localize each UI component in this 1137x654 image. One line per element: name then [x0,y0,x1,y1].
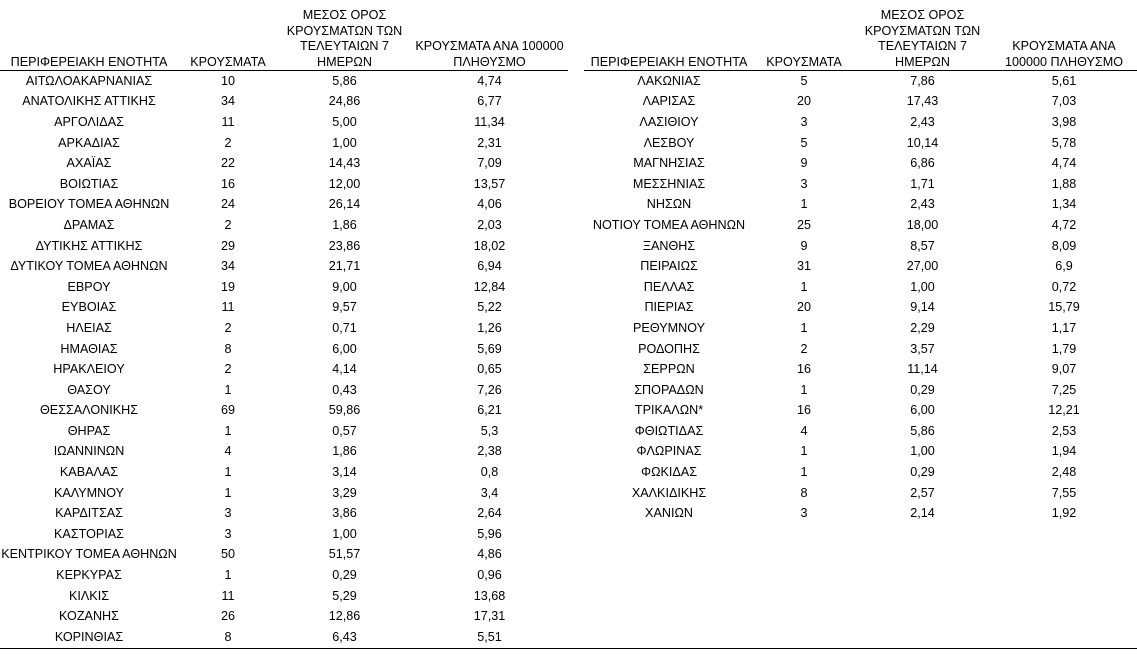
avg-7-days-cell: 0,29 [910,382,935,397]
avg-7-days-cell: 3,29 [332,485,357,500]
region-cell: ΑΝΑΤΟΛΙΚΗΣ ΑΤΤΙΚΗΣ [22,94,156,109]
avg-7-days-cell: 6,86 [910,156,935,171]
avg-7-days-cell: 2,14 [910,506,935,521]
table-row [584,462,1137,483]
region-cell: ΚΑΡΔΙΤΣΑΣ [55,506,123,521]
cases-cell: 3 [800,176,808,191]
cases-cell: 29 [220,238,235,253]
region-cell: ΚΑΒΑΛΑΣ [59,465,119,480]
region-cell: ΑΧΑΪΑΣ [66,156,112,171]
header-cases: ΚΡΟΥΣΜΑΤΑ [178,0,278,71]
region-cell: ΗΛΕΙΑΣ [66,320,112,335]
avg-7-days-cell: 8,57 [910,238,935,253]
table-row [584,235,1137,256]
cases-cell: 1 [224,485,232,500]
per-100k-cell: 4,74 [477,74,502,89]
avg-7-days-cell: 0,29 [910,465,935,480]
cases-cell: 11 [221,300,235,315]
per-100k-cell: 2,31 [477,135,502,150]
avg-7-days-cell: 51,57 [328,547,361,562]
avg-7-days-cell: 0,71 [332,320,357,335]
region-cell: ΛΑΚΩΝΙΑΣ [637,74,701,89]
avg-7-days-cell: 1,86 [332,217,357,232]
table-row [0,112,568,133]
table-row [0,318,568,339]
table-row [0,503,568,524]
avg-7-days-cell: 2,43 [910,114,935,129]
cases-cell: 22 [220,156,235,171]
region-cell: ΜΕΣΣΗΝΙΑΣ [632,176,706,191]
table-row [0,482,568,503]
table-row [584,318,1137,339]
region-cell: ΤΡΙΚΑΛΩΝ* [634,403,704,418]
table-row [584,359,1137,380]
table-row [584,215,1137,236]
region-cell: ΠΕΙΡΑΙΩΣ [640,259,698,274]
cases-table-left [0,0,568,647]
table-row [0,462,568,483]
avg-7-days-cell: 4,14 [332,362,357,377]
table-row [0,441,568,462]
region-cell: ΧΑΛΚΙΔΙΚΗΣ [631,485,707,500]
per-100k-cell: 6,77 [477,94,502,109]
avg-7-days-cell: 5,29 [332,588,357,603]
table-row [584,297,1137,318]
per-100k-cell: 7,26 [477,382,502,397]
per-100k-cell: 1,26 [477,320,502,335]
table-row [0,359,568,380]
header-region: ΠΕΡΙΦΕΡΕΙΑΚΗ ΕΝΟΤΗΤΑ [0,0,178,71]
header-per-100k: ΚΡΟΥΣΜΑΤΑ ΑΝΑ 100000 ΠΛΗΘΥΣΜΟ [411,0,568,71]
cases-cell: 2 [224,320,232,335]
per-100k-cell: 1,94 [1051,444,1077,459]
cases-cell: 1 [224,423,232,438]
per-100k-cell: 18,02 [473,238,506,253]
cases-cell: 16 [796,362,811,377]
cases-cell: 11 [221,588,235,603]
per-100k-cell: 5,96 [477,526,502,541]
avg-7-days-cell: 1,00 [332,526,357,541]
region-cell: ΘΑΣΟΥ [67,382,111,397]
avg-7-days-cell: 1,00 [910,279,935,294]
region-cell: ΔΥΤΙΚΟΥ ΤΟΜΕΑ ΑΘΗΝΩΝ [10,259,168,274]
per-100k-cell: 5,51 [477,629,502,644]
region-cell: ΚΑΛΥΜΝΟΥ [53,485,125,500]
region-cell: ΚΟΖΑΝΗΣ [59,609,119,624]
per-100k-cell: 15,79 [1048,300,1080,315]
table-row [0,153,568,174]
region-cell: ΣΠΟΡΑΔΩΝ [634,382,704,397]
avg-7-days-cell: 6,00 [910,403,935,418]
per-100k-cell: 11,34 [474,114,505,129]
table-row [0,71,568,92]
per-100k-cell: 2,53 [1051,423,1077,438]
table-row [0,565,568,586]
avg-7-days-cell: 0,43 [332,382,357,397]
per-100k-cell: 1,92 [1051,506,1077,521]
cases-cell: 2 [224,217,232,232]
cases-cell: 4 [224,444,232,459]
per-100k-cell: 5,61 [1051,74,1077,89]
table-row [0,276,568,297]
avg-7-days-cell: 6,43 [332,629,357,644]
cases-cell: 10 [220,74,235,89]
avg-7-days-cell: 3,57 [910,341,935,356]
cases-cell: 25 [796,217,811,232]
avg-7-days-cell: 12,86 [328,609,361,624]
cases-cell: 34 [220,94,235,109]
avg-7-days-cell: 2,43 [910,197,935,212]
avg-7-days-cell: 0,57 [332,423,357,438]
per-100k-cell: 6,94 [477,259,502,274]
avg-7-days-cell: 9,00 [332,279,357,294]
avg-7-days-cell: 27,00 [906,259,939,274]
cases-cell: 31 [796,259,811,274]
per-100k-cell: 2,03 [477,217,502,232]
cases-table-right [584,0,1137,524]
avg-7-days-cell: 2,57 [910,485,935,500]
region-cell: ΚΙΛΚΙΣ [69,588,109,603]
per-100k-cell: 7,09 [477,156,502,171]
avg-7-days-cell: 1,86 [332,444,357,459]
cases-cell: 1 [800,444,808,459]
avg-7-days-cell: 23,86 [328,238,361,253]
region-cell: ΡΟΔΟΠΗΣ [638,341,700,356]
bottom-border [0,648,1137,649]
cases-cell: 1 [800,320,808,335]
cases-cell: 1 [800,382,808,397]
cases-cell: 8 [800,485,808,500]
per-100k-cell: 12,84 [473,279,506,294]
avg-7-days-cell: 7,86 [910,74,935,89]
avg-7-days-cell: 0,29 [332,568,357,583]
table-row [0,132,568,153]
table-row [584,421,1137,442]
cases-cell: 50 [220,547,235,562]
header-avg-7-days: ΜΕΣΟΣ ΟΡΟΣ ΚΡΟΥΣΜΑΤΩΝ ΤΩΝ ΤΕΛΕΥΤΑΙΩΝ 7 ΗΜΕΡΩΝ [278,0,411,71]
table-row [584,256,1137,277]
avg-7-days-cell: 1,00 [332,135,357,150]
cases-cell: 69 [220,403,235,418]
region-cell: ΙΩΑΝΝΙΝΩΝ [53,444,125,459]
table-row [584,194,1137,215]
cases-cell: 16 [796,403,811,418]
cases-cell: 1 [800,465,808,480]
region-cell: ΜΑΓΝΗΣΙΑΣ [633,156,705,171]
region-cell: ΔΡΑΜΑΣ [63,217,115,232]
region-cell: ΕΒΡΟΥ [67,279,111,294]
region-cell: ΣΕΡΡΩΝ [643,362,695,377]
per-100k-cell: 17,31 [473,609,506,624]
table-row [584,276,1137,297]
avg-7-days-cell: 1,00 [910,444,935,459]
table-row [584,503,1137,524]
avg-7-days-cell: 14,43 [328,156,361,171]
table-row [0,338,568,359]
table-row [584,173,1137,194]
avg-7-days-cell: 5,86 [910,423,935,438]
avg-7-days-cell: 9,57 [332,300,357,315]
region-cell: ΛΑΣΙΘΙΟΥ [639,114,699,129]
avg-7-days-cell: 3,14 [332,465,357,480]
table-row [584,71,1137,92]
cases-cell: 20 [796,94,811,109]
per-100k-cell: 5,78 [1051,135,1077,150]
per-100k-cell: 1,17 [1051,320,1077,335]
per-100k-cell: 7,03 [1051,94,1077,109]
cases-cell: 1 [800,197,808,212]
table-row [0,421,568,442]
header-per-100k: ΚΡΟΥΣΜΑΤΑ ΑΝΑ 100000 ΠΛΗΘΥΣΜΟ [991,0,1137,71]
region-cell: ΚΟΡΙΝΘΙΑΣ [54,629,124,644]
region-cell: ΗΡΑΚΛΕΙΟΥ [53,362,125,377]
avg-7-days-cell: 6,00 [332,341,357,356]
region-cell: ΚΕΡΚΥΡΑΣ [56,568,122,583]
cases-cell: 20 [796,300,811,315]
table-row [584,132,1137,153]
per-100k-cell: 0,96 [477,568,502,583]
region-cell: ΘΗΡΑΣ [67,423,111,438]
cases-cell: 26 [220,609,235,624]
region-cell: ΕΥΒΟΙΑΣ [61,300,117,315]
table-row [0,215,568,236]
region-cell: ΝΗΣΩΝ [646,197,692,212]
cases-cell: 2 [800,341,808,356]
region-cell: ΚΑΣΤΟΡΙΑΣ [54,526,124,541]
avg-7-days-cell: 10,14 [906,135,939,150]
avg-7-days-cell: 59,86 [328,403,361,418]
avg-7-days-cell: 18,00 [906,217,939,232]
table-row [0,606,568,627]
table-row [584,112,1137,133]
per-100k-cell: 2,48 [1051,465,1077,480]
table-row [584,400,1137,421]
region-cell: ΑΙΤΩΛΟΑΚΑΡΝΑΝΙΑΣ [25,74,153,89]
per-100k-cell: 13,57 [473,176,506,191]
cases-cell: 9 [800,156,808,171]
region-cell: ΦΛΩΡΙΝΑΣ [636,444,702,459]
cases-cell: 1 [224,382,232,397]
per-100k-cell: 6,21 [477,403,502,418]
table-row [0,400,568,421]
table-body-right [584,71,1137,524]
region-cell: ΘΕΣΣΑΛΟΝΙΚΗΣ [40,403,138,418]
avg-7-days-cell: 5,00 [332,114,357,129]
per-100k-cell: 0,8 [480,465,499,480]
region-cell: ΦΩΚΙΔΑΣ [641,465,697,480]
per-100k-cell: 4,74 [1051,156,1077,171]
cases-cell: 16 [220,176,235,191]
header-row [584,0,1137,71]
per-100k-cell: 3,98 [1051,114,1077,129]
region-cell: ΒΟΡΕΙΟΥ ΤΟΜΕΑ ΑΘΗΝΩΝ [8,197,170,212]
region-cell: ΛΑΡΙΣΑΣ [642,94,696,109]
header-row [0,0,568,71]
region-cell: ΞΑΝΘΗΣ [642,238,696,253]
avg-7-days-cell: 5,86 [332,74,357,89]
table-row [584,379,1137,400]
per-100k-cell: 6,9 [1055,259,1073,274]
region-cell: ΑΡΚΑΔΙΑΣ [58,135,120,150]
per-100k-cell: 1,79 [1051,341,1077,356]
cases-cell: 3 [800,114,808,129]
avg-7-days-cell: 11,14 [907,362,938,377]
per-100k-cell: 2,64 [477,506,502,521]
table-row [0,235,568,256]
cases-cell: 24 [220,197,235,212]
table-row [0,173,568,194]
cases-cell: 5 [800,135,808,150]
table-row [584,91,1137,112]
region-cell: ΛΕΣΒΟΥ [643,135,695,150]
avg-7-days-cell: 3,86 [332,506,357,521]
table-row [584,482,1137,503]
cases-cell: 11 [221,114,235,129]
per-100k-cell: 12,21 [1048,403,1080,418]
table-row [0,379,568,400]
cases-cell: 1 [224,568,232,583]
avg-7-days-cell: 9,14 [910,300,935,315]
per-100k-cell: 1,34 [1051,197,1077,212]
table-row [0,524,568,545]
avg-7-days-cell: 21,71 [328,259,361,274]
table-row [0,91,568,112]
per-100k-cell: 0,65 [477,362,502,377]
cases-cell: 4 [800,423,808,438]
header-avg-7-days: ΜΕΣΟΣ ΟΡΟΣ ΚΡΟΥΣΜΑΤΩΝ ΤΩΝ ΤΕΛΕΥΤΑΙΩΝ 7 ΗΜΕΡΩΝ [854,0,991,71]
cases-cell: 3 [224,506,232,521]
table-body-left [0,71,568,648]
cases-cell: 3 [800,506,808,521]
per-100k-cell: 13,68 [473,588,506,603]
table-row [0,256,568,277]
per-100k-cell: 8,09 [1051,238,1077,253]
cases-cell: 34 [220,259,235,274]
header-cases: ΚΡΟΥΣΜΑΤΑ [754,0,854,71]
region-cell: ΧΑΝΙΩΝ [645,506,693,521]
header-region: ΠΕΡΙΦΕΡΕΙΑΚΗ ΕΝΟΤΗΤΑ [584,0,754,71]
table-row [0,194,568,215]
per-100k-cell: 3,4 [480,485,499,500]
cases-cell: 2 [224,362,232,377]
region-cell: ΡΕΘΥΜΝΟΥ [633,320,705,335]
per-100k-cell: 1,88 [1051,176,1077,191]
cases-cell: 5 [800,74,808,89]
cases-cell: 8 [224,341,232,356]
cases-cell: 19 [220,279,235,294]
avg-7-days-cell: 12,00 [328,176,361,191]
region-cell: ΑΡΓΟΛΙΔΑΣ [54,114,124,129]
region-cell: ΒΟΙΩΤΙΑΣ [59,176,119,191]
region-cell: ΚΕΝΤΡΙΚΟΥ ΤΟΜΕΑ ΑΘΗΝΩΝ [1,547,177,562]
region-cell: ΔΥΤΙΚΗΣ ΑΤΤΙΚΗΣ [35,238,143,253]
cases-cell: 9 [800,238,808,253]
table-row [0,627,568,648]
per-100k-cell: 0,72 [1051,279,1077,294]
cases-cell: 8 [224,629,232,644]
avg-7-days-cell: 26,14 [328,197,361,212]
table-row [0,297,568,318]
region-cell: ΠΕΛΛΑΣ [643,279,695,294]
region-cell: ΝΟΤΙΟΥ ΤΟΜΕΑ ΑΘΗΝΩΝ [592,217,746,232]
table-row [0,585,568,606]
region-cell: ΗΜΑΘΙΑΣ [60,341,118,356]
cases-cell: 1 [224,465,232,480]
avg-7-days-cell: 1,71 [910,176,935,191]
avg-7-days-cell: 17,43 [906,94,939,109]
avg-7-days-cell: 2,29 [910,320,935,335]
per-100k-cell: 5,69 [477,341,502,356]
table-row [584,153,1137,174]
region-cell: ΦΘΙΩΤΙΔΑΣ [634,423,704,438]
per-100k-cell: 4,72 [1051,217,1077,232]
per-100k-cell: 5,3 [480,423,499,438]
cases-cell: 1 [800,279,808,294]
per-100k-cell: 4,86 [477,547,502,562]
table-row [0,544,568,565]
per-100k-cell: 9,07 [1051,362,1077,377]
region-cell: ΠΙΕΡΙΑΣ [644,300,694,315]
cases-cell: 3 [224,526,232,541]
per-100k-cell: 7,55 [1051,485,1077,500]
cases-cell: 2 [224,135,232,150]
table-row [584,338,1137,359]
avg-7-days-cell: 24,86 [328,94,361,109]
per-100k-cell: 2,38 [477,444,502,459]
per-100k-cell: 4,06 [477,197,502,212]
per-100k-cell: 5,22 [477,300,502,315]
table-row [584,441,1137,462]
per-100k-cell: 7,25 [1051,382,1077,397]
